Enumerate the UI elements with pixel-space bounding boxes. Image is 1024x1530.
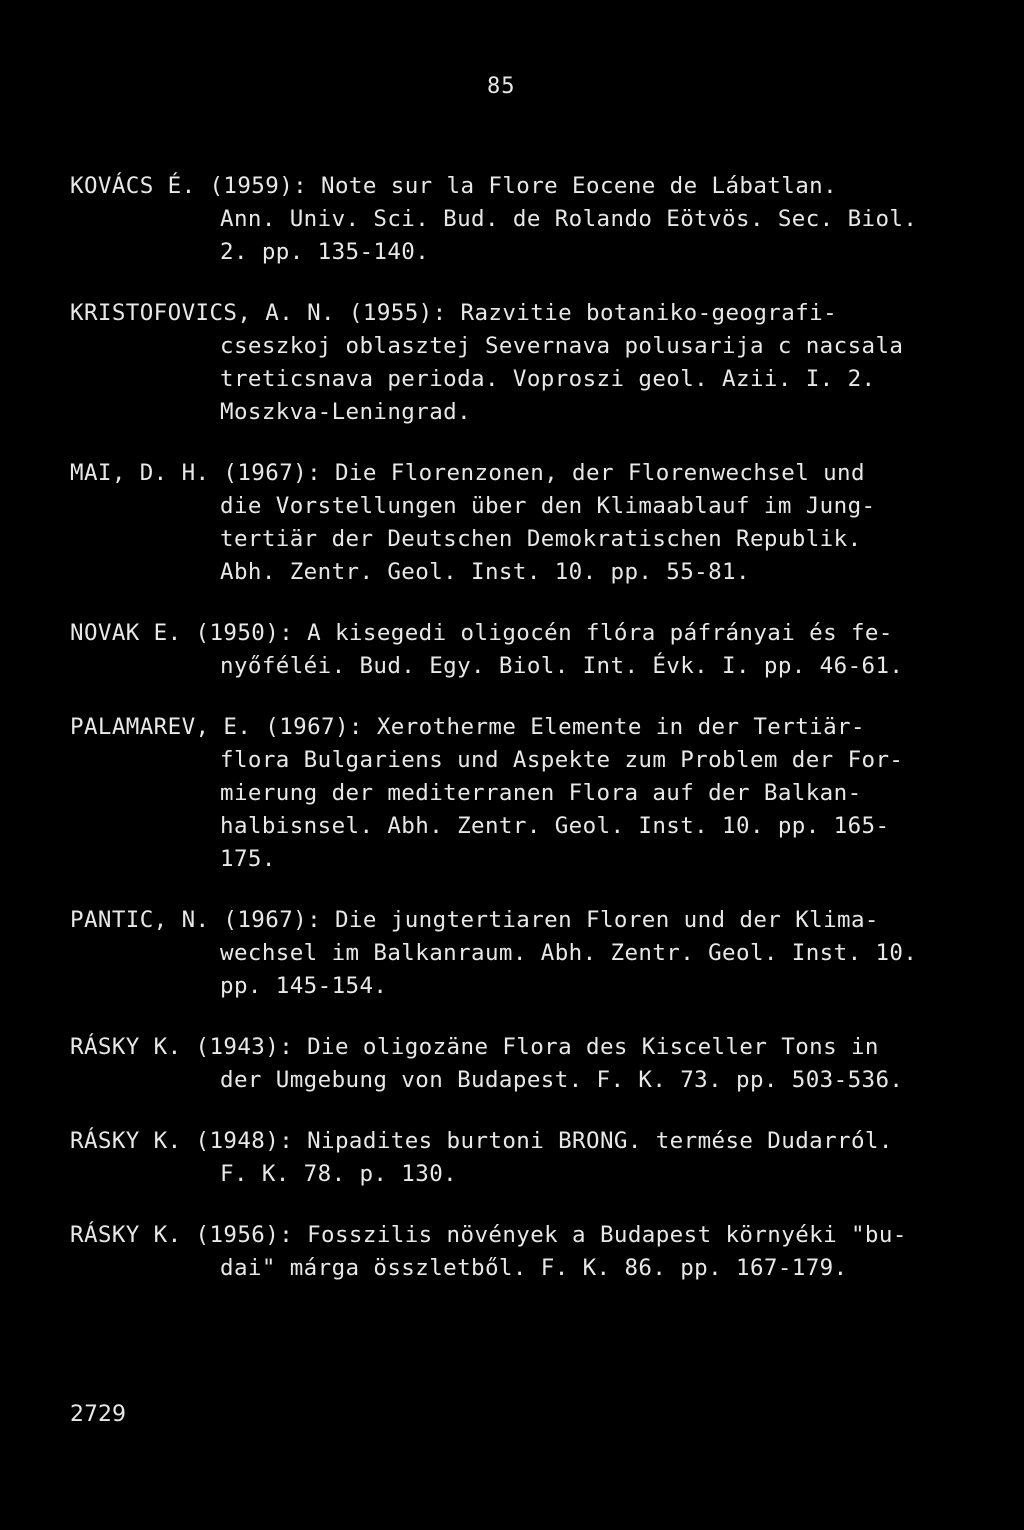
reference-line: Ann. Univ. Sci. Bud. de Rolando Eötvös. Sec. Biol. xyxy=(220,206,918,232)
reference-line: pp. 145-154. xyxy=(220,973,388,999)
reference-line: F. K. 78. p. 130. xyxy=(220,1161,458,1187)
reference-line: MAI, D. H. (1967): Die Florenzonen, der Florenwechsel und xyxy=(70,460,865,486)
reference-line: der Umgebung von Budapest. F. K. 73. pp. 503-536. xyxy=(220,1067,904,1093)
reference-line: cseszkoj oblasztej Severnava polusarija c nacsala xyxy=(220,333,904,359)
reference-line: mierung der mediterranen Flora auf der Balkan- xyxy=(220,780,862,806)
reference-line: 2. pp. 135-140. xyxy=(220,239,430,265)
reference-entry xyxy=(70,711,970,876)
reference-line: Moszkva-Leningrad. xyxy=(220,399,472,425)
reference-entry xyxy=(70,170,970,269)
page-number: 85 xyxy=(487,74,516,99)
reference-line: die Vorstellungen über den Klimaablauf im Jung- xyxy=(220,493,876,519)
reference-line: halbisnsel. Abh. Zentr. Geol. Inst. 10. pp. 165- xyxy=(220,813,890,839)
reference-line: tertiär der Deutschen Demokratischen Republik. xyxy=(220,526,862,552)
reference-line: dai" márga összletből. F. K. 86. pp. 167-179. xyxy=(220,1255,848,1281)
reference-line: PALAMAREV, E. (1967): Xerotherme Elemente in der Tertiär- xyxy=(70,714,865,740)
reference-entry xyxy=(70,457,970,589)
reference-entry xyxy=(70,617,970,683)
reference-line: 175. xyxy=(220,846,276,872)
reference-line: RÁSKY K. (1956): Fosszilis növények a Budapest környéki "bu- xyxy=(70,1222,907,1248)
reference-entry xyxy=(70,1031,970,1097)
reference-line: wechsel im Balkanraum. Abh. Zentr. Geol. Inst. 10. xyxy=(220,940,918,966)
reference-list xyxy=(70,170,970,1313)
reference-line: NOVAK E. (1950): A kisegedi oligocén flóra páfrányai és fe- xyxy=(70,620,893,646)
reference-entry xyxy=(70,297,970,429)
reference-line: KOVÁCS É. (1959): Note sur la Flore Eocene de Lábatlan. xyxy=(70,173,838,199)
reference-entry xyxy=(70,904,970,1003)
reference-line: RÁSKY K. (1948): Nipadites burtoni BRONG. termése Dudarról. xyxy=(70,1128,893,1154)
footer-number: 2729 xyxy=(70,1402,126,1427)
reference-entry xyxy=(70,1125,970,1191)
reference-line: treticsnava perioda. Voproszi geol. Azii. I. 2. xyxy=(220,366,876,392)
reference-entry xyxy=(70,1219,970,1285)
reference-line: flora Bulgariens und Aspekte zum Problem der For- xyxy=(220,747,904,773)
reference-line: Abh. Zentr. Geol. Inst. 10. pp. 55-81. xyxy=(220,559,750,585)
reference-line: nyőféléi. Bud. Egy. Biol. Int. Évk. I. pp. 46-61. xyxy=(220,653,904,679)
reference-line: KRISTOFOVICS, A. N. (1955): Razvitie botaniko-geografi- xyxy=(70,300,838,326)
reference-line: RÁSKY K. (1943): Die oligozäne Flora des Kisceller Tons in xyxy=(70,1034,879,1060)
reference-line: PANTIC, N. (1967): Die jungtertiaren Floren und der Klima- xyxy=(70,907,879,933)
